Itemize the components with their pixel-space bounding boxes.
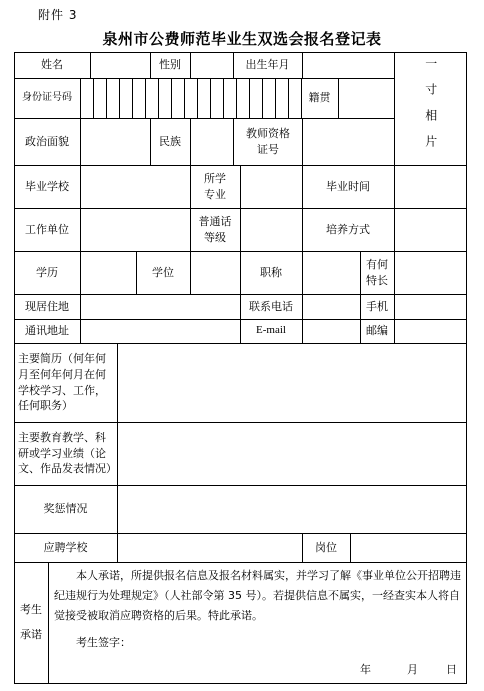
workplace-label: 工作单位 [25,222,69,236]
workplace-field[interactable] [80,208,190,251]
education-field[interactable] [80,251,136,294]
political-field[interactable] [80,118,150,165]
apply-school-field[interactable] [117,533,302,562]
birth-label: 出生年月 [245,58,290,72]
mobile-field[interactable] [394,294,466,319]
residence-label: 现居住地 [25,299,69,313]
email-field[interactable] [302,319,360,343]
name-label: 姓名 [41,58,63,72]
ethnicity-field[interactable] [190,118,233,165]
title-rank-label: 职称 [260,265,282,279]
mandarin-field[interactable] [240,208,302,251]
gender-field[interactable] [190,52,233,78]
signature-label: 考生签字： [76,636,131,649]
degree-label: 学位 [152,265,174,279]
grad-time-label: 毕业时间 [326,179,370,193]
school-label: 毕业学校 [25,179,69,193]
photo-box[interactable] [394,52,466,165]
post-label: 岗位 [315,540,337,554]
phone-field[interactable] [302,294,360,319]
achievements-label: 主要教育教学、科研或学习业绩（论文、作品发表情况） [18,430,117,476]
pledge-label: 考生承诺 [20,603,42,641]
specialty-field[interactable] [394,251,466,294]
phone-label: 联系电话 [249,299,293,313]
specialty-label: 有何特长 [366,257,388,287]
id-card-field[interactable] [80,78,301,118]
training-label: 培养方式 [326,222,370,236]
grad-time-field[interactable] [394,165,466,208]
resume-field[interactable] [117,343,466,422]
mandarin-label: 普通话等级 [198,214,232,244]
residence-field[interactable] [80,294,240,319]
post-field[interactable] [350,533,466,562]
name-field[interactable] [90,52,150,78]
awards-label: 奖惩情况 [43,502,88,516]
training-field[interactable] [394,208,466,251]
native-place-field[interactable] [338,78,394,118]
native-place-label: 籍贯 [308,91,331,105]
pledge-text: 本人承诺，所提供报名信息及报名材料属实，并学习了解《事业单位公开招聘违纪违规行为处理规定》（人社部令第 35 号）。若提供信息不属实，一经查实本人将自觉接受被取消应聘资格的后果。特此承诺。 [54,569,461,622]
title-rank-field[interactable] [302,251,360,294]
resume-label: 主要简历（何年何月至何年何月在何学校学习、工作，任何职务） [18,351,106,413]
political-label: 政治面貌 [25,134,69,148]
teacher-cert-field[interactable] [302,118,394,165]
date-month-label: 月 [407,663,418,676]
address-field[interactable] [80,319,240,343]
address-label: 通讯地址 [25,324,69,338]
awards-field[interactable] [117,485,466,533]
date-year-label: 年 [360,663,371,676]
education-label: 学历 [36,265,58,279]
gender-label: 性别 [159,58,181,72]
birth-field[interactable] [302,52,394,78]
signature-field[interactable] [140,628,340,652]
major-label: 所学专业 [204,171,226,201]
postcode-field[interactable] [394,319,466,343]
id-card-label: 身份证号码 [22,91,72,103]
ethnicity-label: 民族 [159,134,181,148]
form-title: 泉州市公费师范毕业生双选会报名登记表 [102,30,382,48]
attachment-label: 附件 3 [38,8,78,22]
major-field[interactable] [240,165,302,208]
mobile-label: 手机 [366,299,388,313]
teacher-cert-label: 教师资格证号 [246,126,290,156]
postcode-label: 邮编 [366,324,388,338]
photo-label: 一寸相片 [423,56,438,161]
apply-school-label: 应聘学校 [43,540,88,554]
email-label: E-mail [256,324,286,337]
achievements-field[interactable] [117,422,466,485]
school-field[interactable] [80,165,190,208]
date-day-label: 日 [446,663,457,676]
degree-field[interactable] [190,251,240,294]
